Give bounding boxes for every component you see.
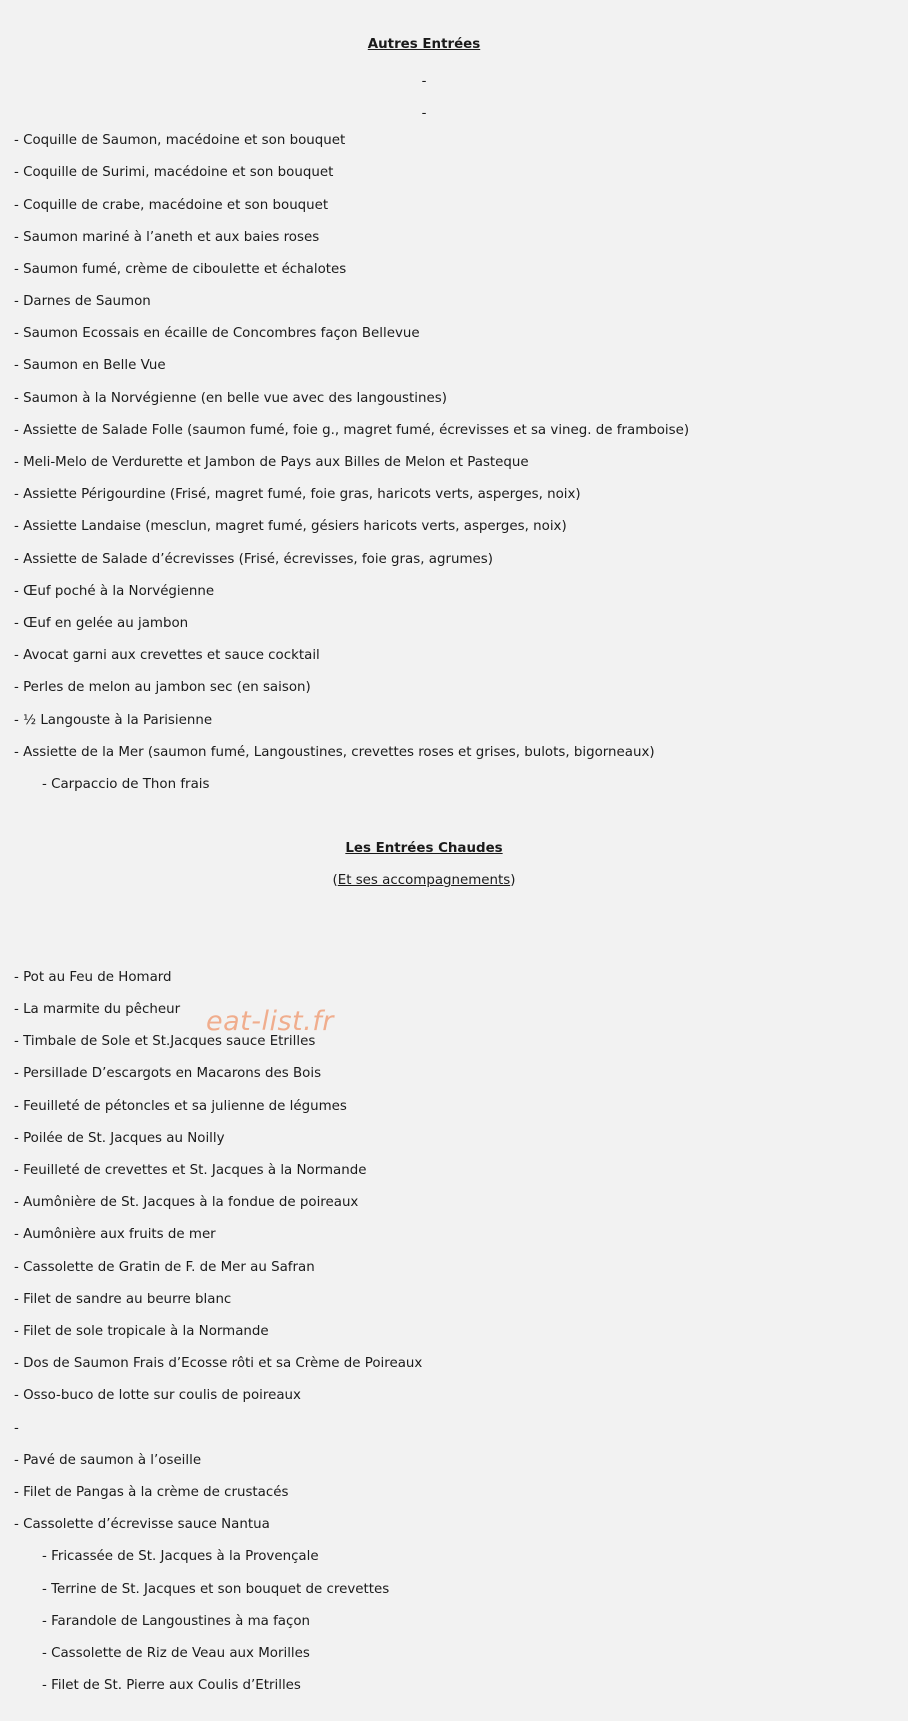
menu-item: - ½ Langouste à la Parisienne (14, 713, 213, 728)
section-subtitle (0, 873, 848, 888)
menu-item: - Feuilleté de crevettes et St. Jacques à la Normande (14, 1163, 367, 1178)
menu-item: - Persillade D’escargots en Macarons des Bois (14, 1066, 322, 1081)
menu-item: - Carpaccio de Thon frais (42, 777, 210, 792)
menu-item: - Assiette de la Mer (saumon fumé, Langoustines, crevettes roses et grises, bulots, bigorneaux) (14, 745, 655, 760)
menu-item: - Darnes de Saumon (14, 294, 151, 309)
menu-item: - Œuf poché à la Norvégienne (14, 584, 215, 599)
menu-item: - Perles de melon au jambon sec (en saison) (14, 680, 311, 695)
watermark: eat-list.fr (206, 1006, 334, 1037)
menu-item: - Coquille de crabe, macédoine et son bouquet (14, 198, 329, 213)
section-title-autres-entrees: Autres Entrées (367, 37, 481, 52)
menu-item: - Cassolette d’écrevisse sauce Nantua (14, 1517, 270, 1532)
menu-item: - Cassolette de Riz de Veau aux Morilles (42, 1646, 310, 1661)
menu-item: - Assiette Périgourdine (Frisé, magret fumé, foie gras, haricots verts, asperges, noix) (14, 487, 581, 502)
menu-item: - Assiette de Salade Folle (saumon fumé, foie g., magret fumé, écrevisses et sa vineg. de framboise) (14, 423, 690, 438)
menu-item: - Timbale de Sole et St.Jacques sauce Etrilles (14, 1034, 316, 1049)
menu-item: - (14, 1421, 19, 1436)
menu-item: - Saumon à la Norvégienne (en belle vue avec des langoustines) (14, 391, 447, 406)
separator-dash: - (421, 106, 427, 121)
menu-item: - La marmite du pêcheur (14, 1002, 181, 1017)
menu-item: - Filet de sole tropicale à la Normande (14, 1324, 269, 1339)
menu-item: - Cassolette de Gratin de F. de Mer au Safran (14, 1260, 315, 1275)
menu-item: - Farandole de Langoustines à ma façon (42, 1614, 311, 1629)
menu-item: - Pot au Feu de Homard (14, 970, 172, 985)
menu-item: - Pavé de saumon à l’oseille (14, 1453, 202, 1468)
menu-item: - Saumon mariné à l’aneth et aux baies roses (14, 230, 320, 245)
subtitle-open-paren: ( (332, 873, 338, 888)
menu-item: - Dos de Saumon Frais d’Ecosse rôti et sa Crème de Poireaux (14, 1356, 423, 1371)
menu-item: - Terrine de St. Jacques et son bouquet de crevettes (42, 1582, 390, 1597)
menu-item: - Saumon en Belle Vue (14, 358, 166, 373)
menu-item: - Poilée de St. Jacques au Noilly (14, 1131, 225, 1146)
menu-item: - Filet de St. Pierre aux Coulis d’Etrilles (42, 1678, 301, 1693)
subtitle-close-paren: ) (510, 873, 516, 888)
menu-item: - Œuf en gelée au jambon (14, 616, 189, 631)
menu-item: - Saumon Ecossais en écaille de Concombres façon Bellevue (14, 326, 420, 341)
subtitle-text: Et ses accompagnements (337, 873, 511, 888)
menu-item: - Osso-buco de lotte sur coulis de poireaux (14, 1388, 301, 1403)
separator-dash: - (421, 74, 427, 89)
menu-item: - Filet de sandre au beurre blanc (14, 1292, 232, 1307)
menu-item: - Filet de Pangas à la crème de crustacés (14, 1485, 289, 1500)
menu-item: - Aumônière de St. Jacques à la fondue de poireaux (14, 1195, 359, 1210)
menu-item: - Saumon fumé, crème de ciboulette et échalotes (14, 262, 347, 277)
menu-item: - Coquille de Surimi, macédoine et son bouquet (14, 165, 334, 180)
menu-item: - Meli-Melo de Verdurette et Jambon de Pays aux Billes de Melon et Pasteque (14, 455, 529, 470)
menu-item: - Avocat garni aux crevettes et sauce cocktail (14, 648, 320, 663)
menu-item: - Aumônière aux fruits de mer (14, 1227, 216, 1242)
menu-item: - Assiette Landaise (mesclun, magret fumé, gésiers haricots verts, asperges, noix) (14, 519, 567, 534)
menu-item: - Fricassée de St. Jacques à la Provençale (42, 1549, 319, 1564)
menu-item: - Feuilleté de pétoncles et sa julienne de légumes (14, 1099, 347, 1114)
menu-item: - Coquille de Saumon, macédoine et son bouquet (14, 133, 346, 148)
section-title-entrees-chaudes: Les Entrées Chaudes (345, 841, 503, 856)
menu-item: - Assiette de Salade d’écrevisses (Frisé, écrevisses, foie gras, agrumes) (14, 552, 493, 567)
